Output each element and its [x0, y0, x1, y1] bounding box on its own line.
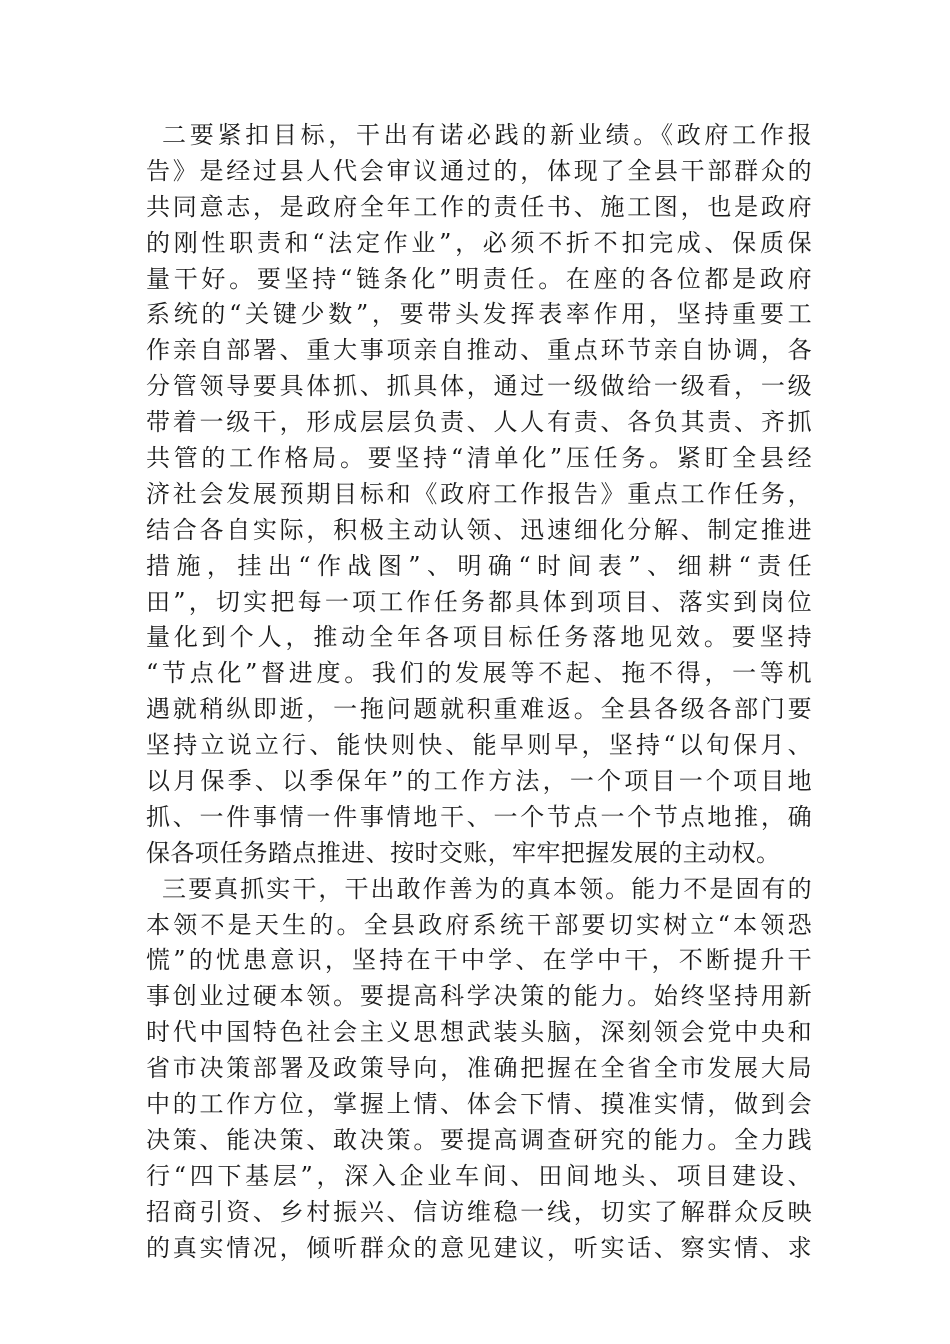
- paragraph-2-line: 中的工作方位，掌握上情、体会下情、摸准实情，做到会: [146, 1090, 812, 1119]
- paragraph-1-line: 遇就稍纵即逝，一拖问题就积重难返。全县各级各部门要: [146, 695, 812, 724]
- paragraph-1-line: 作亲自部署、重大事项亲自推动、重点环节亲自协调，各: [146, 336, 812, 365]
- paragraph-2-line: 招商引资、乡村振兴、信访维稳一线，切实了解群众反映: [146, 1197, 812, 1226]
- paragraph-2-line: 的真实情况，倾听群众的意见建议，听实话、察实情、求: [146, 1233, 812, 1262]
- paragraph-1-line: 保各项任务踏点推进、按时交账，牢牢把握发展的主动权。: [146, 838, 781, 867]
- paragraph-2-line: 时代中国特色社会主义思想武装头脑，深刻领会党中央和: [146, 1018, 812, 1047]
- paragraph-1-line: 系统的“关键少数”，要带头发挥表率作用，坚持重要工: [146, 300, 812, 329]
- paragraph-1-line: 量干好。要坚持“链条化”明责任。在座的各位都是政府: [146, 264, 812, 293]
- body-text: [146, 118, 812, 1267]
- paragraph-2-line: 省市决策部署及政策导向，准确把握在全省全市发展大局: [146, 1054, 812, 1083]
- paragraph-2-line: 事创业过硬本领。要提高科学决策的能力。始终坚持用新: [146, 982, 812, 1011]
- paragraph-1-line: 抓、一件事情一件事情地干、一个节点一个节点地推，确: [146, 802, 812, 831]
- paragraph-1-line: 量化到个人，推动全年各项目标任务落地见效。要坚持: [146, 623, 812, 652]
- paragraph-1-line: 带着一级干，形成层层负责、人人有责、各负其责、齐抓: [146, 408, 812, 437]
- paragraph-2-line: 本领不是天生的。全县政府系统干部要切实树立“本领恐: [146, 910, 812, 939]
- paragraph-1-line: 济社会发展预期目标和《政府工作报告》重点工作任务，: [146, 479, 812, 508]
- paragraph-1-line: 结合各自实际，积极主动认领、迅速细化分解、制定推进: [146, 515, 812, 544]
- paragraph-2-line: 三要真抓实干，干出敢作善为的真本领。能力不是固有的: [162, 874, 812, 903]
- paragraph-1-line: 共同意志，是政府全年工作的责任书、施工图，也是政府: [146, 192, 812, 221]
- paragraph-1-line: 坚持立说立行、能快则快、能早则早，坚持“以旬保月、: [146, 731, 812, 760]
- paragraph-1-line: 以月保季、以季保年”的工作方法，一个项目一个项目地: [146, 767, 812, 796]
- paragraph-1-line: 告》是经过县人代会审议通过的，体现了全县干部群众的: [146, 156, 812, 185]
- paragraph-2-line: 决策、能决策、敢决策。要提高调查研究的能力。全力践: [146, 1125, 812, 1154]
- paragraph-1-line: 分管领导要具体抓、抓具体，通过一级做给一级看，一级: [146, 372, 812, 401]
- paragraph-1-line: 二要紧扣目标，干出有诺必践的新业绩。《政府工作报: [162, 121, 812, 149]
- paragraph-1-line: 共管的工作格局。要坚持“清单化”压任务。紧盯全县经: [146, 444, 812, 473]
- paragraph-1-line: “节点化”督进度。我们的发展等不起、拖不得，一等机: [146, 659, 812, 688]
- paragraph-1-line: 田”，切实把每一项工作任务都具体到项目、落实到岗位: [146, 587, 812, 616]
- paragraph-1-line: 的刚性职责和“法定作业”，必须不折不扣完成、保质保: [146, 228, 812, 257]
- paragraph-2-line: 慌”的忧患意识，坚持在干中学、在学中干，不断提升干: [146, 946, 812, 975]
- paragraph-1-line: 措施，挂出“作战图”、明确“时间表”、细耕“责任: [146, 551, 812, 580]
- paragraph-2-line: 行“四下基层”，深入企业车间、田间地头、项目建设、: [146, 1161, 812, 1190]
